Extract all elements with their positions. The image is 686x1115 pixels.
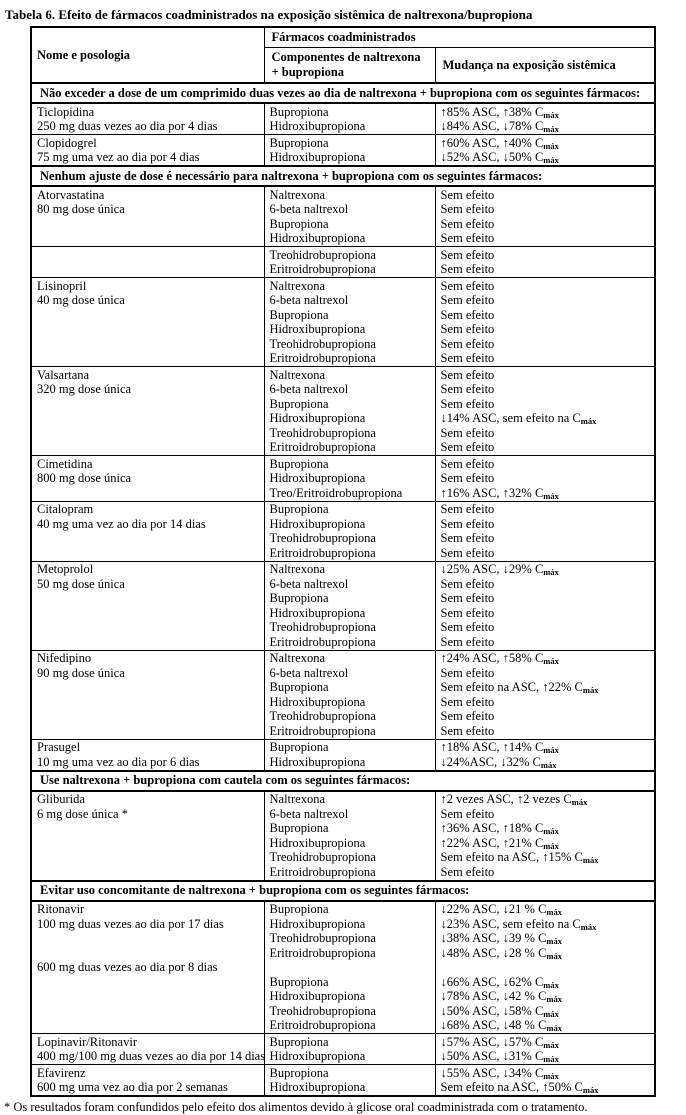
- section-header: Nenhum ajuste de dose é necessário para naltrexona + bupropiona com os seguintes fármacos:: [31, 166, 655, 186]
- effects-cell: [435, 1034, 655, 1065]
- drug-name-line: Gliburida: [37, 792, 85, 806]
- effect-text: Sem efeito: [440, 231, 495, 245]
- component-name: Hidroxibupropiona: [269, 835, 366, 850]
- effect-text: ↓24%ASC, ↓32% $C_{máx}$: [440, 754, 557, 770]
- component-name: Bupropiona: [269, 502, 329, 516]
- drug-name-line: Citalopram: [37, 502, 94, 516]
- effect-text: Sem efeito: [440, 545, 495, 560]
- drug-name-line: Cimetidina: [37, 456, 93, 471]
- component-name: Eritroidrobupropiona: [269, 440, 376, 454]
- components-cell: [264, 650, 435, 739]
- drug-name-line: 600 mg duas vezes ao dia por 8 dias: [37, 960, 218, 974]
- components-cell: [264, 791, 435, 881]
- effect-text: ↓84% ASC, ↓78% $C_{máx}$: [440, 119, 559, 134]
- component-name: Bupropiona: [269, 135, 329, 150]
- table-row: [31, 501, 655, 561]
- drug-name-cell: [31, 901, 264, 1034]
- component-name: Treo/Eritroidrobupropiona: [269, 485, 403, 500]
- cmax-subscript: máx: [582, 685, 599, 695]
- drug-name-line: 80 mg dose única: [37, 202, 125, 216]
- components-cell: [264, 278, 435, 367]
- cmax-subscript: máx: [543, 840, 559, 851]
- table-row: [31, 278, 655, 367]
- table-row: [31, 561, 655, 650]
- effect-text: Sem efeito: [440, 187, 495, 202]
- component-name: Bupropiona: [269, 740, 329, 754]
- effect-text: Sem efeito: [440, 278, 495, 293]
- effect-text: ↓14% ASC, sem efeito na $C_{máx}$: [440, 411, 597, 426]
- table-header: [31, 27, 655, 83]
- effects-cell: [435, 561, 655, 650]
- effect-text: ↓55% ASC, ↓34% $C_{máx}$: [440, 1065, 559, 1081]
- table-body: [31, 83, 655, 1096]
- effect-text: ↓23% ASC, sem efeito na $C_{máx}$: [440, 916, 597, 932]
- effect-text: Sem efeito: [440, 471, 495, 485]
- drug-name-line: 400 mg/100 mg duas vezes ao dia por 14 dias: [37, 1049, 266, 1063]
- component-name: Hidroxibupropiona: [269, 754, 366, 769]
- cmax-subscript: máx: [571, 797, 588, 807]
- cmax-subscript: máx: [543, 1054, 559, 1064]
- drug-name-cell: [31, 135, 264, 167]
- component-name: Bupropiona: [269, 396, 329, 411]
- effect-text: ↓68% ASC, ↓48 % $C_{máx}$: [440, 1018, 563, 1033]
- drug-name-line: 40 mg dose única: [37, 293, 125, 307]
- header-farmacos-coadministrados: Fármacos coadministrados: [264, 27, 655, 48]
- components-cell: [264, 1065, 435, 1097]
- component-name: Hidroxibupropiona: [269, 989, 366, 1003]
- component-name: Treohidrobupropiona: [269, 850, 376, 864]
- effect-text: Sem efeito: [440, 456, 495, 471]
- component-name: Bupropiona: [269, 974, 329, 989]
- effect-text: ↓52% ASC, ↓50% $C_{máx}$: [440, 150, 559, 165]
- effects-cell: [435, 135, 655, 167]
- effect-text: Sem efeito: [440, 665, 495, 680]
- component-name: Bupropiona: [269, 680, 329, 694]
- drug-name-cell: [31, 739, 264, 771]
- drug-name-cell: [31, 1034, 264, 1065]
- drug-name-line: 10 mg uma vez ao dia por 6 dias: [37, 754, 200, 769]
- effects-cell: [435, 650, 655, 739]
- effects-cell: [435, 367, 655, 456]
- effect-text: Sem efeito: [440, 605, 495, 620]
- effect-text: Sem efeito na ASC, ↑22% $C_{máx}$: [440, 680, 599, 695]
- component-name: Bupropiona: [269, 1034, 329, 1049]
- component-name: Hidroxibupropiona: [269, 119, 366, 133]
- components-cell: [264, 561, 435, 650]
- effects-cell: [435, 739, 655, 771]
- component-name: Hidroxibupropiona: [269, 471, 366, 485]
- component-name: Hidroxibupropiona: [269, 231, 366, 245]
- table-row: [31, 739, 655, 771]
- component-name: Naltrexona: [269, 367, 326, 382]
- table-row: [31, 247, 655, 278]
- effect-text: Sem efeito: [440, 293, 495, 307]
- effect-text: Sem efeito: [440, 694, 495, 709]
- effect-text: ↓50% ASC, ↓31% $C_{máx}$: [440, 1049, 559, 1064]
- drug-name-line: Ticlopidina: [37, 104, 95, 119]
- effects-cell: [435, 456, 655, 502]
- component-name: Bupropiona: [269, 902, 329, 916]
- table-row: [31, 456, 655, 502]
- table-row: [31, 367, 655, 456]
- effect-text: ↓38% ASC, ↓39 % $C_{máx}$: [440, 931, 563, 946]
- drug-name-cell: [31, 501, 264, 561]
- drug-name-cell: [31, 247, 264, 278]
- drug-name-line: Efavirenz: [37, 1065, 86, 1080]
- effect-text: Sem efeito: [440, 864, 495, 879]
- component-name: Hidroxibupropiona: [269, 694, 366, 709]
- effect-text: Sem efeito: [440, 440, 495, 454]
- effect-text: ↑2 vezes ASC, ↑2 vezes $C_{máx}$: [440, 792, 588, 807]
- component-name: Hidroxibupropiona: [269, 605, 366, 620]
- effect-text: Sem efeito: [440, 723, 495, 738]
- component-name: Bupropiona: [269, 307, 329, 322]
- drug-name-line: 6 mg dose única *: [37, 806, 128, 821]
- table-row: [31, 1065, 655, 1097]
- cmax-subscript: máx: [543, 109, 559, 120]
- component-name: Hidroxibupropiona: [269, 516, 366, 531]
- effects-cell: [435, 186, 655, 247]
- components-cell: [264, 367, 435, 456]
- effect-text: ↑16% ASC, ↑32% $C_{máx}$: [440, 485, 559, 501]
- cmax-subscript: máx: [543, 979, 559, 990]
- table-row: [31, 135, 655, 167]
- effects-cell: [435, 1065, 655, 1097]
- effect-text: Sem efeito: [440, 531, 495, 545]
- cmax-subscript: máx: [546, 994, 563, 1004]
- drug-name-cell: [31, 186, 264, 247]
- components-cell: [264, 135, 435, 167]
- drug-name-line: 90 mg dose única: [37, 665, 125, 680]
- drug-name-line: 50 mg dose única: [37, 576, 125, 591]
- drug-name-line: 320 mg dose única: [37, 382, 132, 396]
- effect-text: ↑24% ASC, ↑58% $C_{máx}$: [440, 651, 559, 666]
- component-name: Treohidrobupropiona: [269, 531, 376, 545]
- component-name: Naltrexona: [269, 562, 326, 576]
- components-cell: [264, 456, 435, 502]
- effect-text: ↑22% ASC, ↑21% $C_{máx}$: [440, 835, 559, 851]
- section-row: [31, 166, 655, 186]
- component-name: Hidroxibupropiona: [269, 1080, 366, 1094]
- cmax-subscript: máx: [543, 490, 559, 501]
- component-name: 6-beta naltrexol: [269, 806, 349, 821]
- effect-text: ↓25% ASC, ↓29% $C_{máx}$: [440, 562, 559, 577]
- components-cell: [264, 1034, 435, 1065]
- section-row: [31, 881, 655, 901]
- component-name: Hidroxibupropiona: [269, 916, 366, 931]
- header-nome-e-posologia: Nome e posologia: [31, 27, 264, 83]
- drug-name-line: [37, 931, 259, 946]
- effect-text: [441, 960, 650, 975]
- component-name: 6-beta naltrexol: [269, 665, 349, 680]
- drug-name-cell: [31, 791, 264, 881]
- component-name: Eritroidrobupropiona: [269, 723, 376, 738]
- effects-cell: [435, 103, 655, 135]
- component-name: Hidroxibupropiona: [269, 1049, 366, 1063]
- components-cell: [264, 247, 435, 278]
- drug-name-cell: [31, 456, 264, 502]
- drug-name-line: 800 mg dose única: [37, 471, 132, 485]
- components-cell: [264, 501, 435, 561]
- drug-name-line: 75 mg uma vez ao dia por 4 dias: [37, 150, 200, 164]
- component-name: Eritroidrobupropiona: [269, 864, 376, 879]
- component-name: Eritroidrobupropiona: [269, 1018, 376, 1032]
- effect-text: Sem efeito: [440, 396, 495, 411]
- components-cell: [264, 186, 435, 247]
- component-name: Eritroidrobupropiona: [269, 262, 376, 276]
- cmax-subscript: máx: [543, 745, 559, 755]
- effect-text: Sem efeito: [440, 336, 495, 351]
- cmax-subscript: máx: [543, 124, 559, 134]
- effect-text: Sem efeito: [440, 247, 495, 262]
- component-name: Treohidrobupropiona: [269, 336, 376, 351]
- effect-text: Sem efeito: [440, 576, 495, 591]
- drug-name-line: 40 mg uma vez ao dia por 14 dias: [37, 516, 206, 531]
- component-name: Eritroidrobupropiona: [269, 634, 376, 649]
- table-row: [31, 186, 655, 247]
- effect-text: ↑18% ASC, ↑14% $C_{máx}$: [440, 740, 559, 755]
- effect-text: Sem efeito: [440, 216, 495, 231]
- drug-name-cell: [31, 1065, 264, 1097]
- cmax-subscript: máx: [543, 1008, 559, 1019]
- effect-text: Sem efeito: [440, 591, 495, 605]
- effects-cell: [435, 501, 655, 561]
- drug-name-line: Atorvastatina: [37, 187, 105, 202]
- component-name: Eritroidrobupropiona: [269, 945, 376, 960]
- cmax-subscript: máx: [543, 826, 559, 836]
- components-cell: [264, 739, 435, 771]
- components-cell: [264, 103, 435, 135]
- cmax-subscript: máx: [543, 567, 559, 577]
- component-name: Treohidrobupropiona: [269, 247, 376, 262]
- component-name: Bupropiona: [269, 456, 329, 471]
- cmax-subscript: máx: [540, 759, 557, 770]
- effect-text: Sem efeito: [440, 202, 495, 216]
- section-header: Evitar uso concomitante de naltrexona + bupropiona com os seguintes fármacos:: [31, 881, 655, 901]
- effect-text: ↓78% ASC, ↓42 % $C_{máx}$: [440, 989, 563, 1004]
- effect-text: Sem efeito: [440, 516, 495, 531]
- component-name: Treohidrobupropiona: [269, 931, 376, 945]
- section-row: [31, 771, 655, 791]
- effects-cell: [435, 791, 655, 881]
- drug-name-line: Metoprolol: [37, 562, 94, 576]
- drug-name-line: [37, 946, 259, 961]
- drug-name-line: Ritonavir: [37, 902, 85, 916]
- component-name: Treohidrobupropiona: [269, 709, 376, 723]
- cmax-subscript: máx: [546, 950, 563, 961]
- cmax-subscript: máx: [546, 907, 563, 917]
- component-name: 6-beta naltrexol: [269, 576, 349, 591]
- component-name: Naltrexona: [269, 792, 326, 806]
- drug-name-cell: [31, 561, 264, 650]
- cmax-subscript: máx: [543, 140, 559, 151]
- component-name: Hidroxibupropiona: [269, 411, 366, 425]
- drug-name-cell: [31, 650, 264, 739]
- cmax-subscript: máx: [543, 1039, 559, 1050]
- effect-text: ↑36% ASC, ↑18% $C_{máx}$: [440, 821, 559, 836]
- effect-text: ↓48% ASC, ↓28 % $C_{máx}$: [440, 945, 563, 961]
- effect-text: Sem efeito na ASC, ↑15% $C_{máx}$: [440, 850, 599, 865]
- effect-text: Sem efeito: [440, 322, 495, 336]
- components-cell: [264, 901, 435, 1034]
- component-name: Naltrexona: [269, 651, 326, 665]
- effect-text: Sem efeito: [440, 367, 495, 382]
- drug-name-cell: [31, 103, 264, 135]
- effects-cell: [435, 278, 655, 367]
- drug-name-line: Lopinavir/Ritonavir: [37, 1034, 137, 1049]
- cmax-subscript: máx: [546, 1023, 563, 1033]
- effect-text: Sem efeito: [440, 382, 495, 396]
- section-row: [31, 83, 655, 103]
- effect-text: ↑60% ASC, ↑40% $C_{máx}$: [440, 135, 559, 151]
- component-name: Eritroidrobupropiona: [269, 545, 376, 560]
- component-name: 6-beta naltrexol: [269, 382, 349, 396]
- component-name: Bupropiona: [269, 104, 329, 119]
- table-row: [31, 791, 655, 881]
- component-name: Bupropiona: [269, 821, 329, 835]
- effect-text: ↓22% ASC, ↓21 % $C_{máx}$: [440, 902, 563, 917]
- header-mudanca-exposicao: Mudança na exposição sistêmica: [435, 48, 655, 84]
- cmax-subscript: máx: [543, 656, 559, 666]
- component-name: Eritroidrobupropiona: [269, 351, 376, 365]
- effects-cell: [435, 247, 655, 278]
- component-name: [270, 960, 430, 975]
- effect-text: Sem efeito na ASC, ↑50% $C_{máx}$: [440, 1080, 599, 1095]
- component-name: Treohidrobupropiona: [269, 620, 376, 634]
- drug-name-line: Valsartana: [37, 367, 90, 382]
- footnote: * Os resultados foram confundidos pelo efeito dos alimentos devido à glicose oral coadministrada com o tratamento.: [4, 1100, 588, 1114]
- drug-interaction-table: [30, 26, 656, 1097]
- effect-text: ↓57% ASC, ↓57% $C_{máx}$: [440, 1034, 559, 1050]
- drug-name-line: Nifedipino: [37, 651, 92, 665]
- drug-name-line: 600 mg uma vez ao dia por 2 semanas: [37, 1080, 228, 1094]
- cmax-subscript: máx: [543, 155, 559, 165]
- drug-name-line: Lisinopril: [37, 278, 87, 293]
- drug-name-line: 100 mg duas vezes ao dia por 17 dias: [37, 916, 224, 931]
- cmax-subscript: máx: [582, 1085, 599, 1095]
- effect-text: ↑85% ASC, ↑38% $C_{máx}$: [440, 104, 559, 120]
- component-name: Naltrexona: [269, 278, 326, 293]
- cmax-subscript: máx: [546, 936, 563, 946]
- component-name: 6-beta naltrexol: [269, 293, 349, 307]
- header-componentes: Componentes de naltrexona + bupropiona: [264, 48, 435, 84]
- component-name: Bupropiona: [269, 1065, 329, 1080]
- table-row: [31, 650, 655, 739]
- component-name: Hidroxibupropiona: [269, 150, 366, 164]
- cmax-subscript: máx: [580, 921, 597, 932]
- effect-text: Sem efeito: [440, 262, 495, 276]
- effect-text: Sem efeito: [440, 806, 495, 821]
- effect-text: ↓50% ASC, ↓58% $C_{máx}$: [440, 1003, 559, 1019]
- component-name: Bupropiona: [269, 591, 329, 605]
- component-name: Treohidrobupropiona: [269, 1003, 376, 1018]
- effect-text: Sem efeito: [440, 307, 495, 322]
- component-name: 6-beta naltrexol: [269, 202, 349, 216]
- drug-name-line: Prasugel: [37, 740, 81, 754]
- component-name: Naltrexona: [269, 187, 326, 202]
- drug-name-line: Clopidogrel: [37, 135, 97, 150]
- table-row: [31, 901, 655, 1034]
- effect-text: Sem efeito: [440, 502, 495, 516]
- drug-name-cell: [31, 367, 264, 456]
- effect-text: Sem efeito: [440, 351, 495, 365]
- cmax-subscript: máx: [543, 1070, 559, 1081]
- effects-cell: [435, 901, 655, 1034]
- table-title: Tabela 6. Efeito de fármacos coadministrados na exposição sistêmica de naltrexona/bupropiona: [5, 7, 533, 22]
- cmax-subscript: máx: [582, 855, 599, 865]
- table-row: [31, 1034, 655, 1065]
- component-name: Treohidrobupropiona: [269, 425, 376, 440]
- component-name: Hidroxibupropiona: [269, 322, 366, 336]
- effect-text: Sem efeito: [440, 709, 495, 723]
- effect-text: Sem efeito: [440, 620, 495, 634]
- effect-text: Sem efeito: [440, 425, 495, 440]
- drug-name-line: 250 mg duas vezes ao dia por 4 dias: [37, 119, 218, 133]
- drug-name-cell: [31, 278, 264, 367]
- effect-text: ↓66% ASC, ↓62% $C_{máx}$: [440, 974, 559, 990]
- component-name: Bupropiona: [269, 216, 329, 231]
- section-header: Não exceder a dose de um comprimido duas vezes ao dia de naltrexona + bupropiona com os seguintes fármacos:: [31, 83, 655, 103]
- section-header: Use naltrexona + bupropiona com cautela com os seguintes fármacos:: [31, 771, 655, 791]
- table-row: [31, 103, 655, 135]
- effect-text: Sem efeito: [440, 634, 495, 649]
- cmax-subscript: máx: [580, 416, 597, 426]
